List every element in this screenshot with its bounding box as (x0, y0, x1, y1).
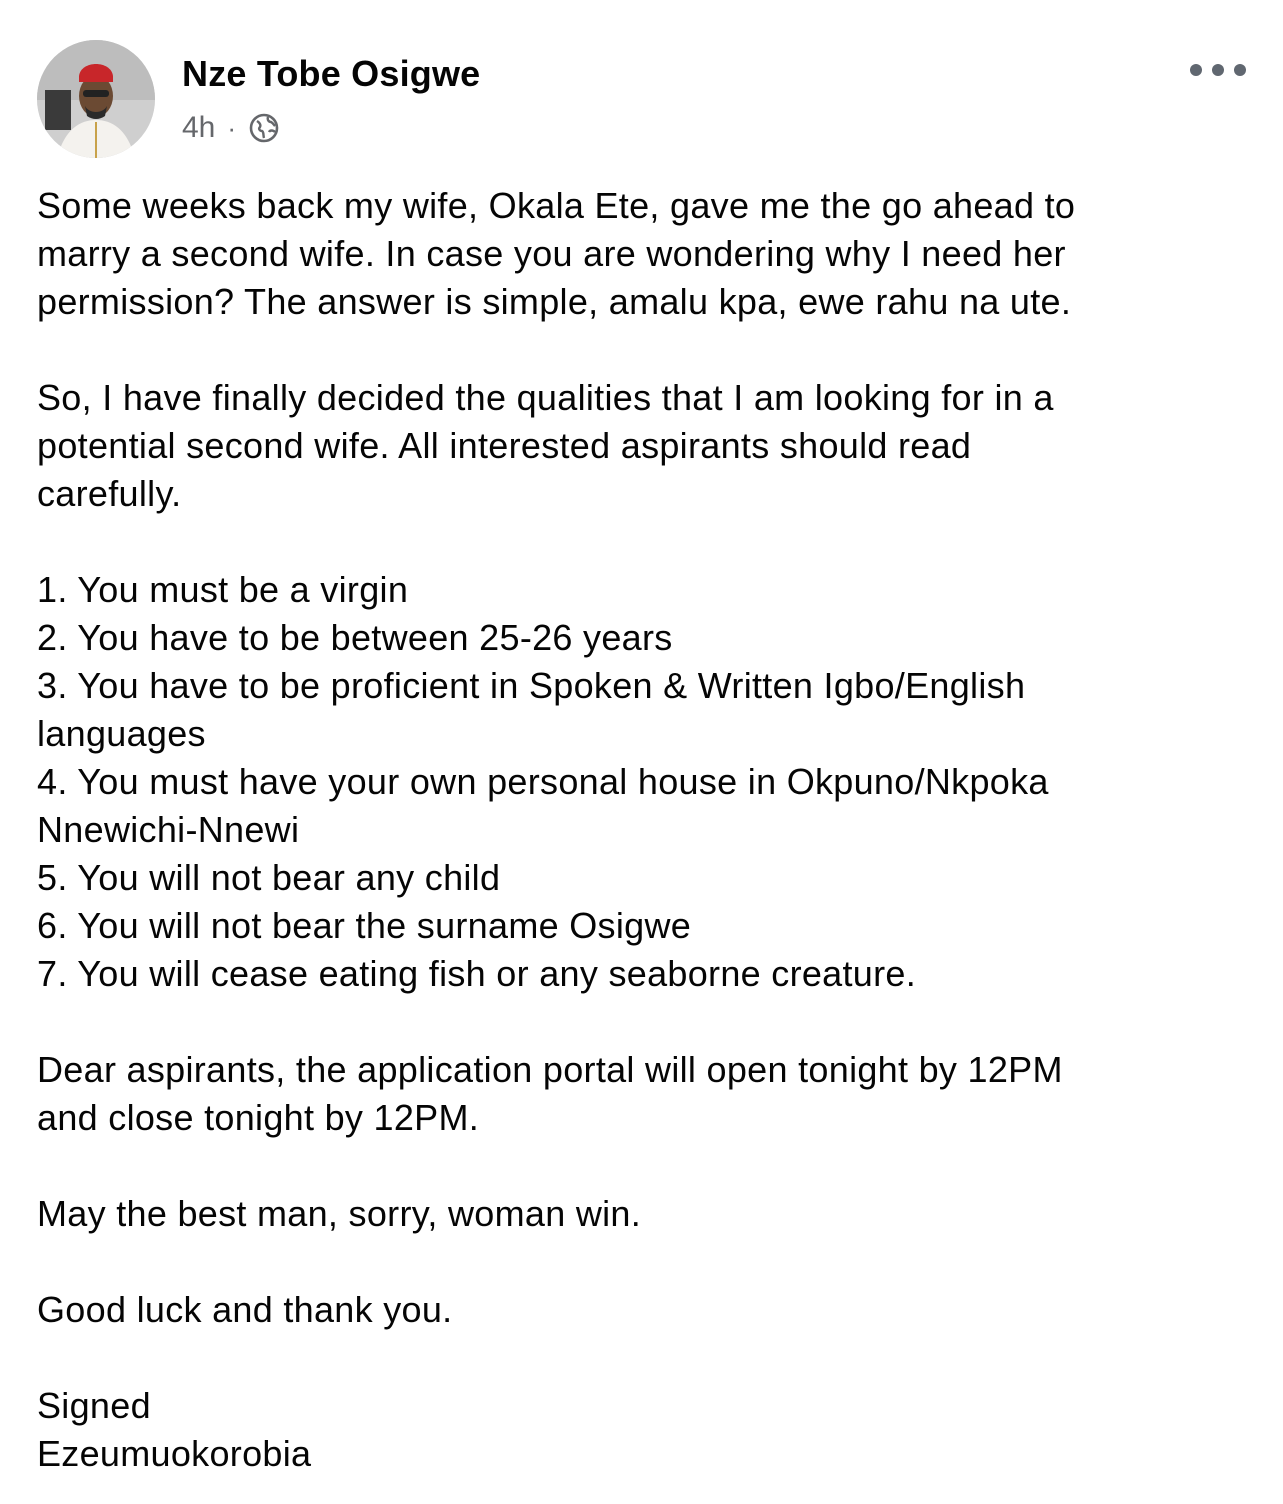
post-text-line: marry a second wife. In case you are wondering why I need her (37, 233, 1066, 274)
author-name[interactable]: Nze Tobe Osigwe (182, 53, 481, 94)
list-item: 2. You have to be between 25-26 years (37, 617, 673, 658)
post-text-line: Some weeks back my wife, Okala Ete, gave me the go ahead to (37, 185, 1076, 226)
post-text-line: So, I have finally decided the qualities that I am looking for in a (37, 377, 1054, 418)
avatar-image (37, 40, 155, 158)
meta-separator: · (227, 112, 237, 143)
list-item: 4. You must have your own personal house in Okpuno/Nkpoka (37, 761, 1049, 802)
post-text-line: potential second wife. All interested aspirants should read (37, 425, 972, 466)
signed-label: Signed (37, 1385, 151, 1426)
list-item: 7. You will cease eating fish or any seaborne creature. (37, 953, 917, 994)
globe-icon[interactable] (248, 112, 280, 144)
post-text-line: permission? The answer is simple, amalu kpa, ewe rahu na ute. (37, 281, 1072, 322)
post-text-line: carefully. (37, 473, 182, 514)
list-item: 6. You will not bear the surname Osigwe (37, 905, 692, 946)
post-text-line: May the best man, sorry, woman win. (37, 1193, 642, 1234)
post-text-line: Dear aspirants, the application portal will open tonight by 12PM (37, 1049, 1063, 1090)
post-timestamp[interactable]: 4h (182, 111, 216, 144)
list-item: languages (37, 713, 206, 754)
list-item: 3. You have to be proficient in Spoken & Written Igbo/English (37, 665, 1026, 706)
signature: Ezeumuokorobia (37, 1433, 312, 1474)
post-text-line: and close tonight by 12PM. (37, 1097, 480, 1138)
post-text-line: Good luck and thank you. (37, 1289, 453, 1330)
list-item: Nnewichi-Nnewi (37, 809, 300, 850)
more-options-icon (1190, 64, 1202, 76)
list-item: 1. You must be a virgin (37, 569, 409, 610)
more-options-button[interactable] (1190, 56, 1246, 84)
post-meta (182, 108, 280, 148)
post-body (37, 182, 1257, 1478)
list-item: 5. You will not bear any child (37, 857, 501, 898)
author-avatar[interactable] (37, 40, 155, 158)
